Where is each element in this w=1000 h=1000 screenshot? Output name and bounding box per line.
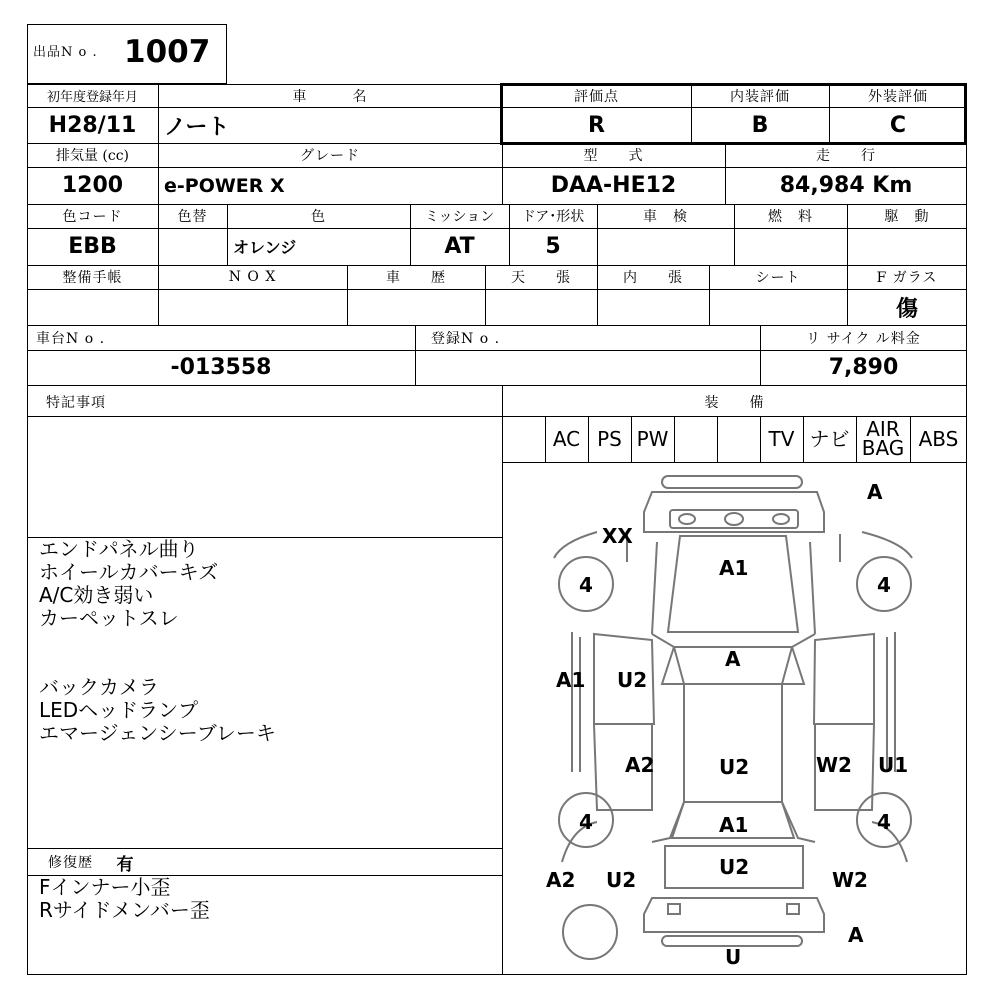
- equipment-item: [502, 416, 545, 462]
- mark-roof: U2: [719, 755, 750, 779]
- color-value: オレンジ: [233, 238, 297, 257]
- displacement-value: 1200: [61, 173, 124, 198]
- mileage-label: 走 行: [816, 148, 876, 164]
- equipment-item-airbag: AIR BAG: [861, 417, 905, 460]
- fuel-value: [734, 228, 847, 265]
- repair-value: 有: [116, 854, 134, 875]
- history-label: 車 歴: [386, 270, 446, 286]
- mark-back-glass: A1: [719, 813, 749, 837]
- notes-label: 特記事項: [46, 394, 106, 411]
- car-name-label: 車 名: [292, 88, 368, 105]
- mark-rear-left-door: A2: [625, 753, 655, 777]
- recycle-value: 7,890: [828, 355, 899, 380]
- mileage-value: 84,984 Km: [779, 173, 913, 198]
- displacement-label: 排気量 (cc): [55, 148, 130, 164]
- mark-right-rear-door: W2: [816, 753, 852, 777]
- fglass-value: 傷: [895, 296, 918, 322]
- mark-windshield: A: [725, 647, 741, 671]
- recycle-label: リ サイク ル料金: [806, 330, 921, 347]
- exterior-value: C: [889, 112, 907, 138]
- mark-rear-bumper-a: A: [848, 923, 864, 947]
- mission-label: ミッション: [424, 209, 495, 225]
- interior-trim-label: 内 張: [623, 270, 683, 286]
- mark-trunk: U2: [719, 855, 750, 879]
- nox-value: [158, 289, 347, 325]
- grade-value: e-POWER X: [164, 174, 285, 197]
- mark-right-quarter: U1: [878, 753, 909, 777]
- mark-rear-right: W2: [832, 868, 868, 892]
- equipment-item-abs: ABS: [918, 426, 959, 451]
- mark-xx: XX: [602, 524, 633, 548]
- repaint-label: 色替: [177, 209, 208, 225]
- equipment-item: [674, 416, 717, 462]
- fglass-label: F ガラス: [876, 270, 938, 286]
- lot-number: 1007: [124, 34, 211, 70]
- front-bumper-top: [662, 476, 802, 488]
- mark-front-a: A: [867, 480, 883, 504]
- first-reg-value: H28/11: [48, 112, 137, 138]
- headlight-left: [679, 514, 695, 524]
- roof-label: 天 張: [511, 270, 571, 286]
- roof: [684, 684, 782, 802]
- nox-label: N O X: [228, 269, 277, 285]
- seat-value: [709, 289, 847, 325]
- hood-edge-left: [652, 542, 657, 634]
- drive-value: [847, 228, 967, 265]
- inspection-label: 車 検: [643, 209, 688, 225]
- right-sill: [887, 632, 895, 772]
- repair-label: 修復歴: [48, 855, 93, 871]
- row-line: [27, 385, 967, 386]
- headlight-right: [773, 514, 789, 524]
- taillight-left: [668, 904, 680, 914]
- registration-label: 登録N o .: [431, 330, 501, 347]
- interior-trim-value: [597, 289, 709, 325]
- mark-rear-left: A2: [546, 868, 576, 892]
- mark-tire-rr: 4: [877, 810, 891, 834]
- fuel-label: 燃 料: [768, 209, 813, 225]
- hood: [668, 536, 798, 632]
- score-value: R: [588, 112, 605, 138]
- mark-tire-rl: 4: [579, 810, 593, 834]
- car-name-value: ノート: [164, 114, 230, 140]
- color-label: 色: [311, 209, 326, 225]
- door-value: 5: [545, 234, 561, 259]
- mark-tire-fl: 4: [579, 573, 593, 597]
- maintenance-value: [27, 289, 158, 325]
- exterior-label: 外装評価: [868, 88, 928, 105]
- color-code-label: 色コード: [62, 209, 123, 225]
- car-diagram: [502, 462, 967, 974]
- seat-label: シート: [755, 270, 801, 286]
- mark-front-left-fender: A1: [556, 668, 586, 692]
- first-reg-label: 初年度登録年月: [46, 90, 138, 105]
- equipment-item-pw: PW: [636, 426, 669, 451]
- door-label: ドア･形状: [521, 209, 585, 225]
- equipment-item: [717, 416, 760, 462]
- equipment-item-navi: ナビ: [809, 426, 850, 451]
- equipment-item-tv: TV: [768, 426, 795, 451]
- grade-label: グレード: [300, 148, 360, 164]
- equipment-label: 装 備: [704, 394, 765, 411]
- roof-value: [485, 289, 597, 325]
- spare-tire: [563, 905, 617, 959]
- right-front-door: [814, 634, 874, 724]
- chassis-label: 車台N o .: [36, 330, 106, 347]
- chassis-value: -013558: [170, 355, 272, 380]
- history-value: [347, 289, 485, 325]
- model-label: 型 式: [583, 148, 644, 164]
- mark-hood: A1: [719, 556, 749, 580]
- lot-number-label: 出品N o .: [33, 44, 98, 60]
- score-label: 評価点: [574, 88, 619, 105]
- mark-front-left-door: U2: [617, 668, 648, 692]
- mark-rear-bumper-u: U: [725, 945, 742, 969]
- hood-edge-right: [810, 542, 815, 634]
- interior-label: 内装評価: [730, 88, 790, 105]
- mark-tire-fr: 4: [877, 573, 891, 597]
- equipment-item-ac: AC: [552, 426, 581, 451]
- mission-value: AT: [444, 234, 475, 259]
- taillight-right: [787, 904, 799, 914]
- mark-rear-left-quarter: U2: [606, 868, 637, 892]
- drive-label: 駆 動: [884, 209, 930, 225]
- model-value: DAA-HE12: [550, 173, 677, 198]
- inspection-value: [597, 228, 734, 265]
- color-code-value: EBB: [68, 234, 117, 259]
- repaint-value: [158, 228, 227, 265]
- registration-value: [415, 350, 760, 385]
- maintenance-label: 整備手帳: [62, 270, 123, 286]
- left-sill: [572, 632, 580, 772]
- repair-text: Fインナー小歪 Rサイドメンバー歪: [39, 875, 210, 922]
- equipment-item-ps: PS: [597, 426, 622, 451]
- emblem: [725, 513, 743, 525]
- notes-text: エンドパネル曲り ホイールカバーキズ A/C効き弱い カーペットスレ バックカメラ LEDヘッドランプ エマージェンシーブレーキ: [39, 537, 276, 745]
- interior-value: B: [751, 112, 769, 138]
